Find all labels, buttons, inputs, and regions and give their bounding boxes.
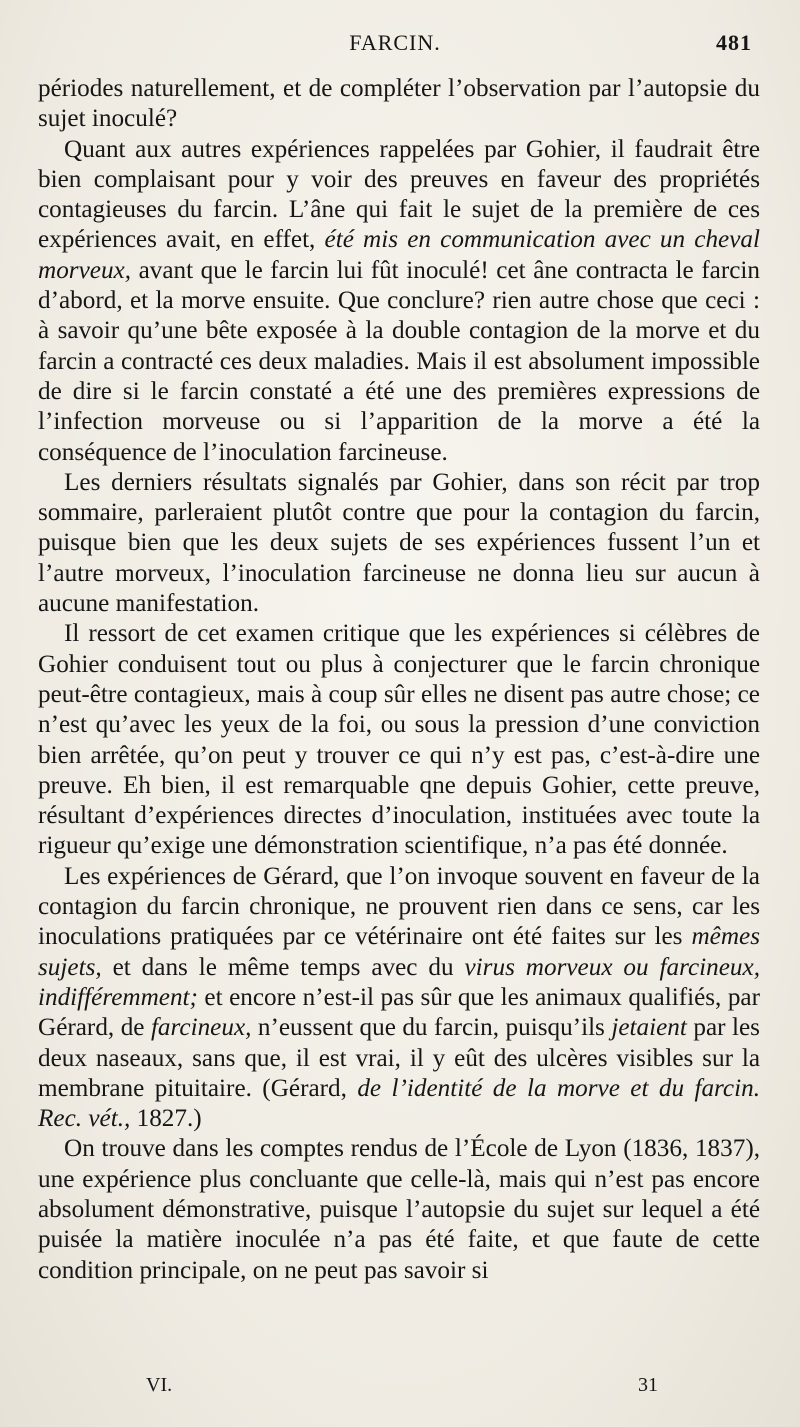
text-run: et dans le même temps avec du xyxy=(101,953,465,981)
paragraph xyxy=(38,619,760,861)
italic-text: jetaient xyxy=(611,1014,687,1042)
paragraph xyxy=(38,135,760,468)
italic-text: de l’identité de la morve et du farcin. Rec. vét., xyxy=(38,1074,760,1133)
text-run: périodes naturellement, et de compléter l’observation par l’autopsie du sujet inoculé? xyxy=(38,75,760,133)
text-run: Il ressort de cet examen critique que les expériences si célèbres de Gohier conduisent tout ou plus à conjecturer que le farcin chronique peut-être contagieux, mais à coup sûr elles ne disent pas autre chose; ce n’est qu’avec les yeux de la foi, ou sous la pression d’une conviction bien arrêtée, qu’on peut y trouver ce qui n’y est pas, c’est-à-dire une preuve. Eh bien, il est remarquable qne depuis Gohier, cette preuve, résultant d’expériences directes d’inoculation, instituées avec toute la rigueur qu’exige une démonstration scientifique, n’a pas été donnée. xyxy=(38,620,760,860)
sheet-number: 31 xyxy=(638,1374,658,1396)
signature-mark: VI. xyxy=(146,1374,173,1396)
italic-text: farcineux, xyxy=(150,1014,252,1042)
page-header xyxy=(38,30,752,60)
paragraph xyxy=(38,468,760,619)
running-title: FARCIN. xyxy=(349,30,441,55)
paragraph xyxy=(38,1134,760,1285)
text-run: Les expériences de Gérard, que l’on invoque souvent en faveur de la contagion du farcin chronique, ne prouvent rien dans ce sens, car les inoculations pratiquées par ce vétérinaire ont été faites sur les xyxy=(38,862,760,951)
text-run: 1827.) xyxy=(130,1105,202,1133)
text-run: n’eussent que du farcin, puisqu’ils xyxy=(251,1014,612,1042)
italic-text: virus morveux ou farcineux, indifféremment; xyxy=(38,953,760,1011)
text-run: Quant aux autres expériences rappelées par Gohier, il faudrait être bien complaisant pour y voir des preuves en faveur des propriétés contagieuses du farcin. L’âne qui fait le sujet de la première de ces expériences avait, en effet, xyxy=(38,135,760,254)
page-footer xyxy=(0,1374,800,1404)
paragraph xyxy=(38,74,760,135)
body-text xyxy=(38,74,760,1286)
page-number: 481 xyxy=(716,30,752,55)
paragraph xyxy=(38,862,760,1135)
italic-text: mêmes sujets, xyxy=(38,923,760,981)
text-run: On trouve dans les comptes rendus de l’École de Lyon (1836, 1837), une expérience plus concluante que celle-là, mais qui n’est pas encore absolument démonstrative, puisque l’autopsie du sujet sur lequel a été puisée la matière inoculée n’a pas été faite, et que faute de cette condition principale, on ne peut pas savoir si xyxy=(38,1135,760,1284)
text-run: et encore n’est-il pas sûr que les animaux qualifiés, par Gérard, de xyxy=(38,983,760,1042)
text-run: Les derniers résultats signalés par Gohier, dans son récit par trop sommaire, parleraient plutôt contre que pour la contagion du farcin, puisque bien que les deux sujets de ses expériences fussent l’un et l’autre morveux, l’inoculation farcineuse ne donna lieu sur aucun à aucune manifestation. xyxy=(38,468,760,618)
text-run: avant que le farcin lui fût inoculé! cet âne contracta le farcin d’abord, et la morve ensuite. Que conclure? rien autre chose que ceci : à savoir qu’une bête exposée à la double contagion de la morve et du farcin a contracté ces deux maladies. Mais il est absolument impossible de dire si le farcin constaté a été une des premières expressions de l’infection morveuse ou si l’apparition de la morve a été la conséquence de l’inoculation farcineuse. xyxy=(38,256,760,466)
text-run: par les deux naseaux, sans que, il est vrai, il y eût des ulcères visibles sur la membrane pituitaire. (Gérard, xyxy=(38,1014,760,1102)
italic-text: été mis en communication avec un cheval morveux, xyxy=(38,226,760,284)
